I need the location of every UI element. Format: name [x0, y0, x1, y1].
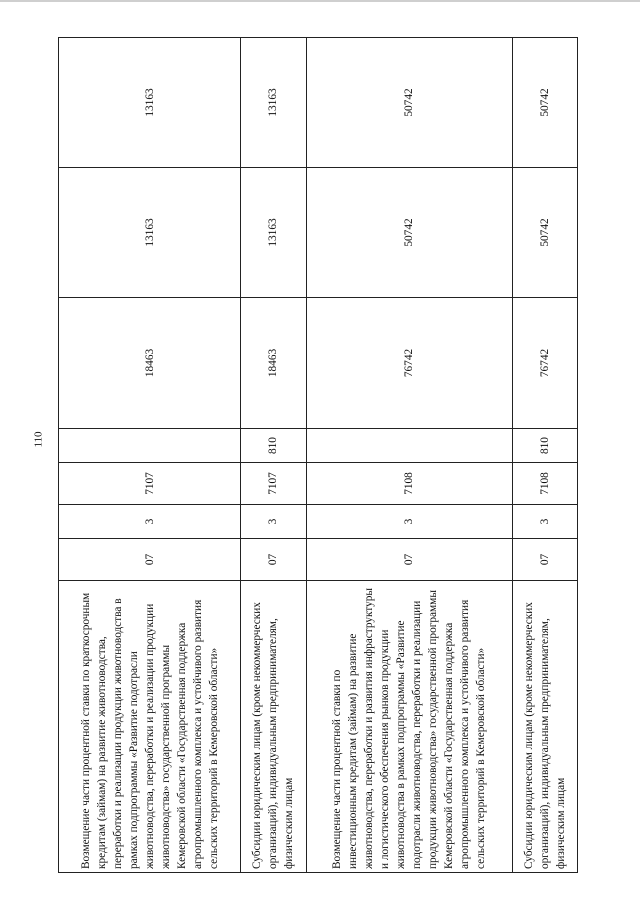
row-description: Возмещение части процентной ставки по краткосрочным кредитам (займам) на развитие животноводства, переработки и реализации продукции животноводства в рамках подпрограммы «Развитие подотрасли животноводства, переработки и реализации продукции животноводства» государственной программы Кемеровской области «Государственная поддержка агропромышленного комплекса и устойчивого развития сельских территорий в Кемеровской области» — [59, 581, 241, 873]
section-code: 07 — [512, 539, 577, 581]
row-description: Возмещение части процентной ставки по инвестиционным кредитам (займам) на развитие животноводства, переработки и развития инфраструктуры и логистического обеспечения рынков продукции животноводства в рамках подпрограммы «Развитие подотрасли животноводства, переработки и реализации продукции животноводства» государственной программы Кемеровской области «Государственная поддержка агропромышленного комплекса и устойчивого развития сельских территорий в Кемеровской области» — [306, 581, 512, 873]
table-row — [59, 38, 241, 873]
amount-2: 50742 — [306, 168, 512, 298]
subsection-code: 3 — [59, 505, 241, 539]
amount-2: 13163 — [241, 168, 306, 298]
subsection-code: 3 — [241, 505, 306, 539]
amount-1: 76742 — [512, 298, 577, 429]
section-code: 07 — [306, 539, 512, 581]
amount-2: 50742 — [512, 168, 577, 298]
expense-type-code: 810 — [512, 429, 577, 463]
section-code: 07 — [59, 539, 241, 581]
page-number: 110 — [32, 431, 45, 448]
amount-1: 76742 — [306, 298, 512, 429]
table-row — [306, 38, 512, 873]
subsection-code: 3 — [306, 505, 512, 539]
budget-table — [58, 37, 578, 873]
top-rule — [0, 0, 640, 2]
amount-3: 50742 — [306, 38, 512, 168]
amount-3: 50742 — [512, 38, 577, 168]
article-code: 7107 — [241, 463, 306, 505]
amount-1: 18463 — [241, 298, 306, 429]
article-code: 7108 — [512, 463, 577, 505]
rotated-table-container — [58, 38, 578, 873]
expense-type-code — [59, 429, 241, 463]
article-code: 7107 — [59, 463, 241, 505]
table-row — [241, 38, 306, 873]
row-description: Субсидии юридическим лицам (кроме некоммерческих организаций), индивидуальным предпринимателям, физическим лицам — [241, 581, 306, 873]
table-row — [512, 38, 577, 873]
expense-type-code — [306, 429, 512, 463]
subsection-code: 3 — [512, 505, 577, 539]
amount-3: 13163 — [241, 38, 306, 168]
amount-2: 13163 — [59, 168, 241, 298]
row-description: Субсидии юридическим лицам (кроме некоммерческих организаций), индивидуальным предпринимателям, физическим лицам — [512, 581, 577, 873]
section-code: 07 — [241, 539, 306, 581]
amount-3: 13163 — [59, 38, 241, 168]
amount-1: 18463 — [59, 298, 241, 429]
expense-type-code: 810 — [241, 429, 306, 463]
article-code: 7108 — [306, 463, 512, 505]
